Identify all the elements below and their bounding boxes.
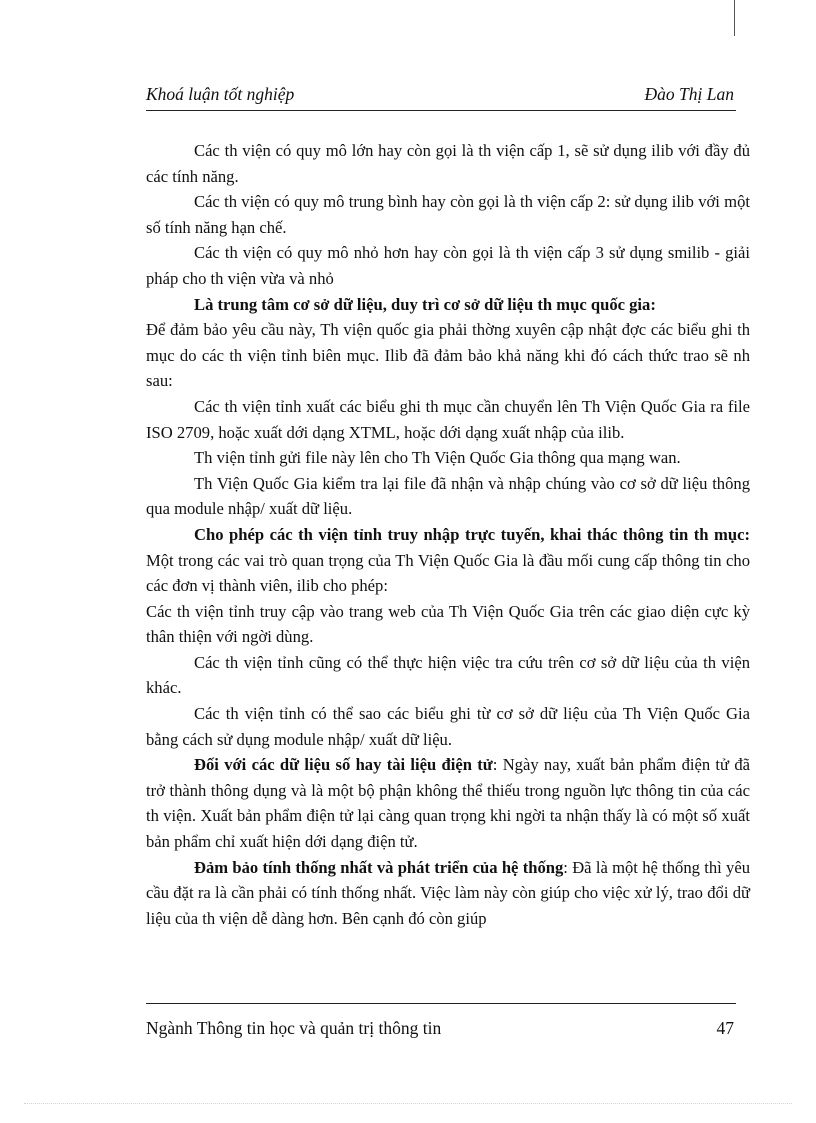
crop-mark [734, 0, 735, 36]
paragraph-heading: Đảm bảo tính thống nhất và phát triển của hệ thống [194, 857, 564, 877]
page-header [146, 82, 736, 111]
paragraph-heading: Đối với các dữ liệu số hay tài liệu điện tử [194, 755, 493, 775]
paragraph: Th viện tỉnh gửi file này lên cho Th Viện Quốc Gia thông qua mạng wan. [194, 448, 681, 468]
footer-divider [146, 1003, 736, 1004]
paragraph: Các th viện tỉnh có thể sao các biểu ghi từ cơ sở dữ liệu của Th Viện Quốc Gia bằng cách sử dụng module nhập/ xuất dữ liệu. [146, 704, 750, 749]
paragraph-heading: Cho phép các th viện tỉnh truy nhập trực tuyến, khai thác thông tin th mục: [194, 524, 750, 544]
paragraph: Các th viện có quy mô trung bình hay còn gọi là th viện cấp 2: sử dụng ilib với một số tính năng hạn chế. [146, 192, 750, 237]
paragraph-heading: Là trung tâm cơ sở dữ liệu, duy trì cơ sở dữ liệu th mục quốc gia: [194, 294, 656, 314]
header-author: Đào Thị Lan [644, 84, 734, 104]
paragraph: Cho phép các th viện tỉnh truy nhập trực tuyến, khai thác thông tin th mục: Một trong các vai trò quan trọng của Th Viện Quốc Gia là đầu mối cung cấp thông tin cho các đơn vị thành viên, ilib cho phép: [146, 524, 750, 596]
footer-department: Ngành Thông tin học và quản trị thông tin [146, 1018, 442, 1038]
paragraph: Th Viện Quốc Gia kiểm tra lại file đã nhận và nhập chúng vào cơ sở dữ liệu thông qua module nhập/ xuất dữ liệu. [146, 473, 750, 519]
paragraph: Để đảm bảo yêu cầu này, Th viện quốc gia phải thờng xuyên cập nhật đợc các biểu ghi th mục do các th viện tỉnh biên mục. Ilib đã đảm bảo khả năng khi đó cách thức trao sẽ nh sau: [146, 320, 750, 391]
paragraph: Đảm bảo tính thống nhất và phát triển của hệ thống: Đã là một hệ thống thì yêu cầu đặt ra là cần phải có tính thống nhất. Việc làm này còn giúp cho việc xử lý, trao đổi dữ liệu của th viện dễ dàng hơn. Bên cạnh đó còn giúp [146, 857, 750, 928]
paragraph: Các th viện có quy mô nhỏ hơn hay còn gọi là th viện cấp 3 sử dụng smilib - giải pháp cho th viện vừa và nhỏ [146, 243, 750, 288]
body-text [146, 138, 750, 931]
header-title: Khoá luận tốt nghiệp [146, 84, 295, 104]
paragraph: Các th viện tỉnh cũng có thể thực hiện việc tra cứu trên cơ sở dữ liệu của th viện khác. [146, 652, 750, 698]
paragraph: Đối với các dữ liệu số hay tài liệu điện tử: Ngày nay, xuất bản phẩm điện tử đã trở thành thông dụng và là một bộ phận không thể thiếu trong nguồn lực thông tin của các th viện. Xuất bản phẩm điện tử lại càng quan trọng khi ngời ta nhận thấy là có một số xuất bản phẩm chỉ xuất hiện dới dạng điện tử. [146, 755, 751, 852]
paragraph [146, 292, 750, 318]
page-number: 47 [716, 1018, 734, 1038]
paragraph: Các th viện tỉnh truy cập vào trang web của Th Viện Quốc Gia trên các giao diện cực kỳ thân thiện với ngời dùng. [146, 601, 750, 647]
paragraph: Các th viện tỉnh xuất các biểu ghi th mục cần chuyển lên Th Viện Quốc Gia ra file ISO 2709, hoặc xuất dới dạng XTML, hoặc dới dạng xuất nhập của ilib. [146, 396, 750, 442]
page-footer [146, 1018, 736, 1039]
paragraph: Các th viện có quy mô lớn hay còn gọi là th viện cấp 1, sẽ sử dụng ilib với đầy đủ các tính năng. [146, 141, 750, 186]
page-edge-divider [24, 1103, 792, 1104]
